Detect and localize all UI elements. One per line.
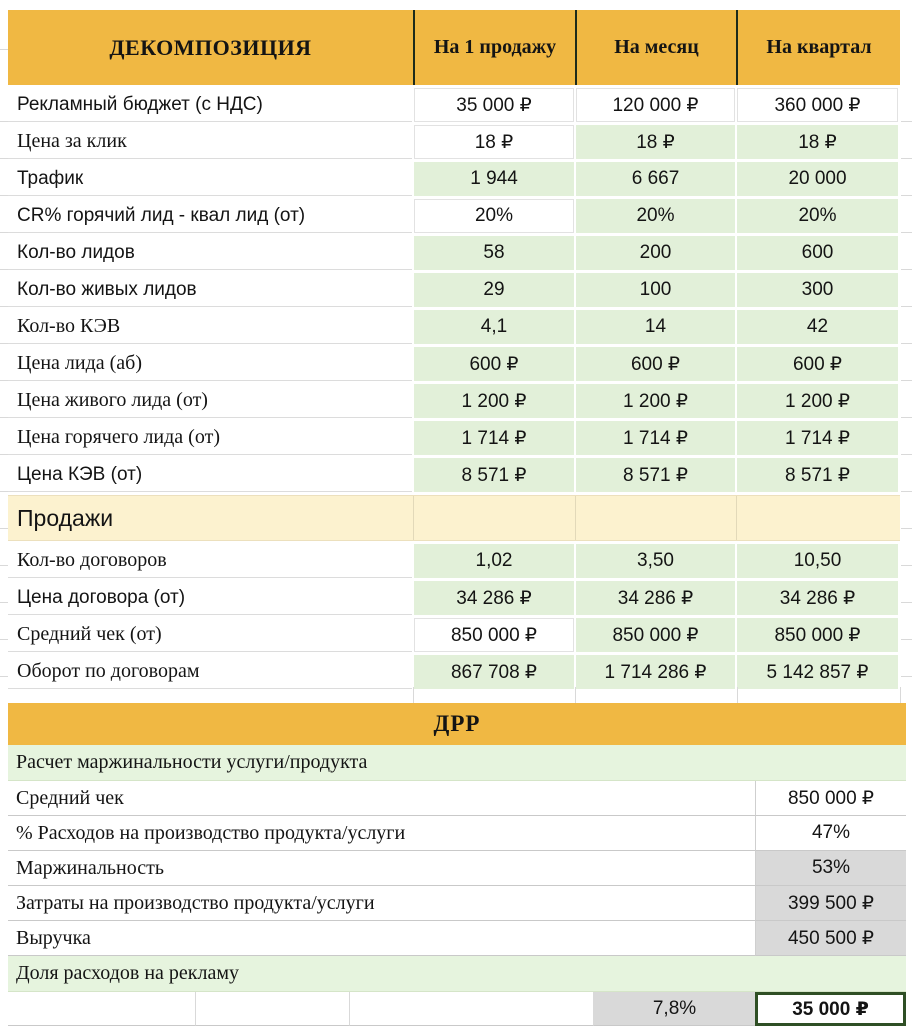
table-row	[8, 458, 900, 492]
table-row	[8, 921, 906, 956]
table-row	[8, 125, 900, 159]
table-row	[8, 199, 900, 233]
row-label-cell[interactable]: Оборот по договорам	[8, 655, 412, 689]
value-cell[interactable]: 1 714 ₽	[576, 421, 735, 455]
value-cell[interactable]: 42	[737, 310, 898, 344]
value-cell[interactable]: 5 142 857 ₽	[737, 655, 898, 689]
grid-line	[901, 85, 912, 685]
value-cell[interactable]: 850 000 ₽	[755, 781, 906, 816]
row-label-cell[interactable]: % Расходов на производство продукта/услуги	[8, 816, 755, 851]
table-row	[8, 851, 906, 886]
value-cell[interactable]: 34 286 ₽	[576, 581, 735, 615]
value-cell[interactable]: 850 000 ₽	[576, 618, 735, 652]
value-cell[interactable]: 1 200 ₽	[737, 384, 898, 418]
margin-calc-section-row[interactable]: Расчет маржинальности услуги/продукта	[8, 745, 906, 781]
table-row	[8, 236, 900, 270]
table-row	[8, 421, 900, 455]
value-cell[interactable]: 1 200 ₽	[414, 384, 574, 418]
value-cell[interactable]: 450 500 ₽	[755, 921, 906, 956]
value-cell[interactable]: 1,02	[414, 544, 574, 578]
table-row	[8, 273, 900, 307]
grid-line	[575, 496, 576, 540]
value-cell[interactable]: 100	[576, 273, 735, 307]
value-cell[interactable]: 600 ₽	[576, 347, 735, 381]
row-label-cell[interactable]: Цена горячего лида (от)	[8, 421, 412, 455]
value-cell[interactable]: 29	[414, 273, 574, 307]
row-label-cell[interactable]: Цена живого лида (от)	[8, 384, 412, 418]
empty-cell[interactable]	[350, 992, 594, 1026]
section-label: Продажи	[17, 504, 114, 531]
table-row	[8, 886, 906, 921]
value-cell[interactable]: 18 ₽	[737, 125, 898, 159]
grid-line	[413, 496, 414, 540]
ad-spend-share-section-row[interactable]: Доля расходов на рекламу	[8, 956, 906, 992]
sales-section-row[interactable]	[8, 495, 900, 541]
table-row	[8, 581, 900, 615]
table-row	[8, 310, 900, 344]
value-cell[interactable]: 1 944	[414, 162, 574, 196]
grid-line	[413, 687, 414, 703]
value-cell[interactable]: 20%	[737, 199, 898, 233]
decomposition-title-cell[interactable]: ДЕКОМПОЗИЦИЯ	[109, 34, 312, 60]
table-row	[8, 816, 906, 851]
footer-row	[8, 992, 906, 1026]
row-label-cell[interactable]: Кол-во договоров	[8, 544, 412, 578]
row-label-cell[interactable]: CR% горячий лид - квал лид (от)	[8, 199, 412, 233]
grid-line	[736, 496, 737, 540]
empty-cell[interactable]	[196, 992, 350, 1026]
value-cell[interactable]: 3,50	[576, 544, 735, 578]
value-cell[interactable]: 53%	[755, 851, 906, 886]
value-cell[interactable]: 8 571 ₽	[576, 458, 735, 492]
value-cell[interactable]: 120 000 ₽	[576, 88, 735, 122]
value-cell[interactable]: 600 ₽	[737, 347, 898, 381]
footer-percent-cell[interactable]: 7,8%	[594, 992, 755, 1026]
table-row	[8, 781, 906, 816]
row-label-cell[interactable]: Цена лида (аб)	[8, 347, 412, 381]
grid-line	[0, 49, 8, 50]
drr-title-cell[interactable]: ДРР	[8, 703, 906, 745]
value-cell[interactable]: 600 ₽	[414, 347, 574, 381]
row-label-cell[interactable]: Средний чек	[8, 781, 755, 816]
value-cell[interactable]: 8 571 ₽	[414, 458, 574, 492]
empty-cell[interactable]	[8, 992, 196, 1026]
value-cell[interactable]: 850 000 ₽	[737, 618, 898, 652]
value-cell[interactable]: 35 000 ₽	[414, 88, 574, 122]
row-label-cell[interactable]: Рекламный бюджет (с НДС)	[8, 88, 412, 122]
value-cell[interactable]: 600	[737, 236, 898, 270]
value-cell[interactable]: 20 000	[737, 162, 898, 196]
value-cell[interactable]: 6 667	[576, 162, 735, 196]
value-cell[interactable]: 360 000 ₽	[737, 88, 898, 122]
table-row	[8, 162, 900, 196]
value-cell[interactable]: 34 286 ₽	[737, 581, 898, 615]
column-header-per-quarter[interactable]: На квартал	[766, 36, 872, 58]
selected-amount-cell[interactable]: 35 000 ₽	[755, 992, 906, 1026]
row-label-cell[interactable]: Кол-во КЭВ	[8, 310, 412, 344]
grid-line	[575, 687, 576, 703]
row-label-cell[interactable]: Цена за клик	[8, 125, 412, 159]
table-row	[8, 88, 900, 122]
grid-line	[0, 85, 8, 685]
table-row	[8, 544, 900, 578]
row-label-cell[interactable]: Цена договора (от)	[8, 581, 412, 615]
value-cell[interactable]: 4,1	[414, 310, 574, 344]
drr-table	[8, 703, 906, 1026]
value-cell[interactable]: 867 708 ₽	[414, 655, 574, 689]
value-cell[interactable]: 10,50	[737, 544, 898, 578]
value-cell[interactable]: 1 200 ₽	[576, 384, 735, 418]
grid-line	[900, 687, 901, 703]
value-cell[interactable]: 20%	[576, 199, 735, 233]
column-header-per-sale[interactable]: На 1 продажу	[433, 36, 557, 58]
table-row	[8, 655, 900, 689]
column-header-per-month[interactable]: На месяц	[614, 36, 699, 58]
row-label-cell[interactable]: Цена КЭВ (от)	[8, 458, 412, 492]
table-row	[8, 347, 900, 381]
value-cell[interactable]: 8 571 ₽	[737, 458, 898, 492]
row-label-cell[interactable]: Кол-во лидов	[8, 236, 412, 270]
table-row	[8, 618, 900, 652]
table-row	[8, 384, 900, 418]
row-label-cell[interactable]: Затраты на производство продукта/услуги	[8, 886, 755, 921]
value-cell[interactable]: 1 714 286 ₽	[576, 655, 735, 689]
decomposition-table	[8, 10, 900, 689]
value-cell[interactable]: 18 ₽	[576, 125, 735, 159]
row-label-cell[interactable]: Маржинальность	[8, 851, 755, 886]
grid-line	[737, 687, 738, 703]
value-cell[interactable]: 300	[737, 273, 898, 307]
value-cell[interactable]: 1 714 ₽	[737, 421, 898, 455]
row-label-cell[interactable]: Трафик	[8, 162, 412, 196]
value-cell[interactable]: 850 000 ₽	[414, 618, 574, 652]
row-label-cell[interactable]: Выручка	[8, 921, 755, 956]
value-cell[interactable]: 20%	[414, 199, 574, 233]
value-cell[interactable]: 18 ₽	[414, 125, 574, 159]
value-cell[interactable]: 14	[576, 310, 735, 344]
value-cell[interactable]: 200	[576, 236, 735, 270]
value-cell[interactable]: 399 500 ₽	[755, 886, 906, 921]
row-label-cell[interactable]: Средний чек (от)	[8, 618, 412, 652]
value-cell[interactable]: 47%	[755, 816, 906, 851]
value-cell[interactable]: 34 286 ₽	[414, 581, 574, 615]
value-cell[interactable]: 58	[414, 236, 574, 270]
decomposition-header-row	[8, 10, 900, 85]
row-label-cell[interactable]: Кол-во живых лидов	[8, 273, 412, 307]
value-cell[interactable]: 1 714 ₽	[414, 421, 574, 455]
